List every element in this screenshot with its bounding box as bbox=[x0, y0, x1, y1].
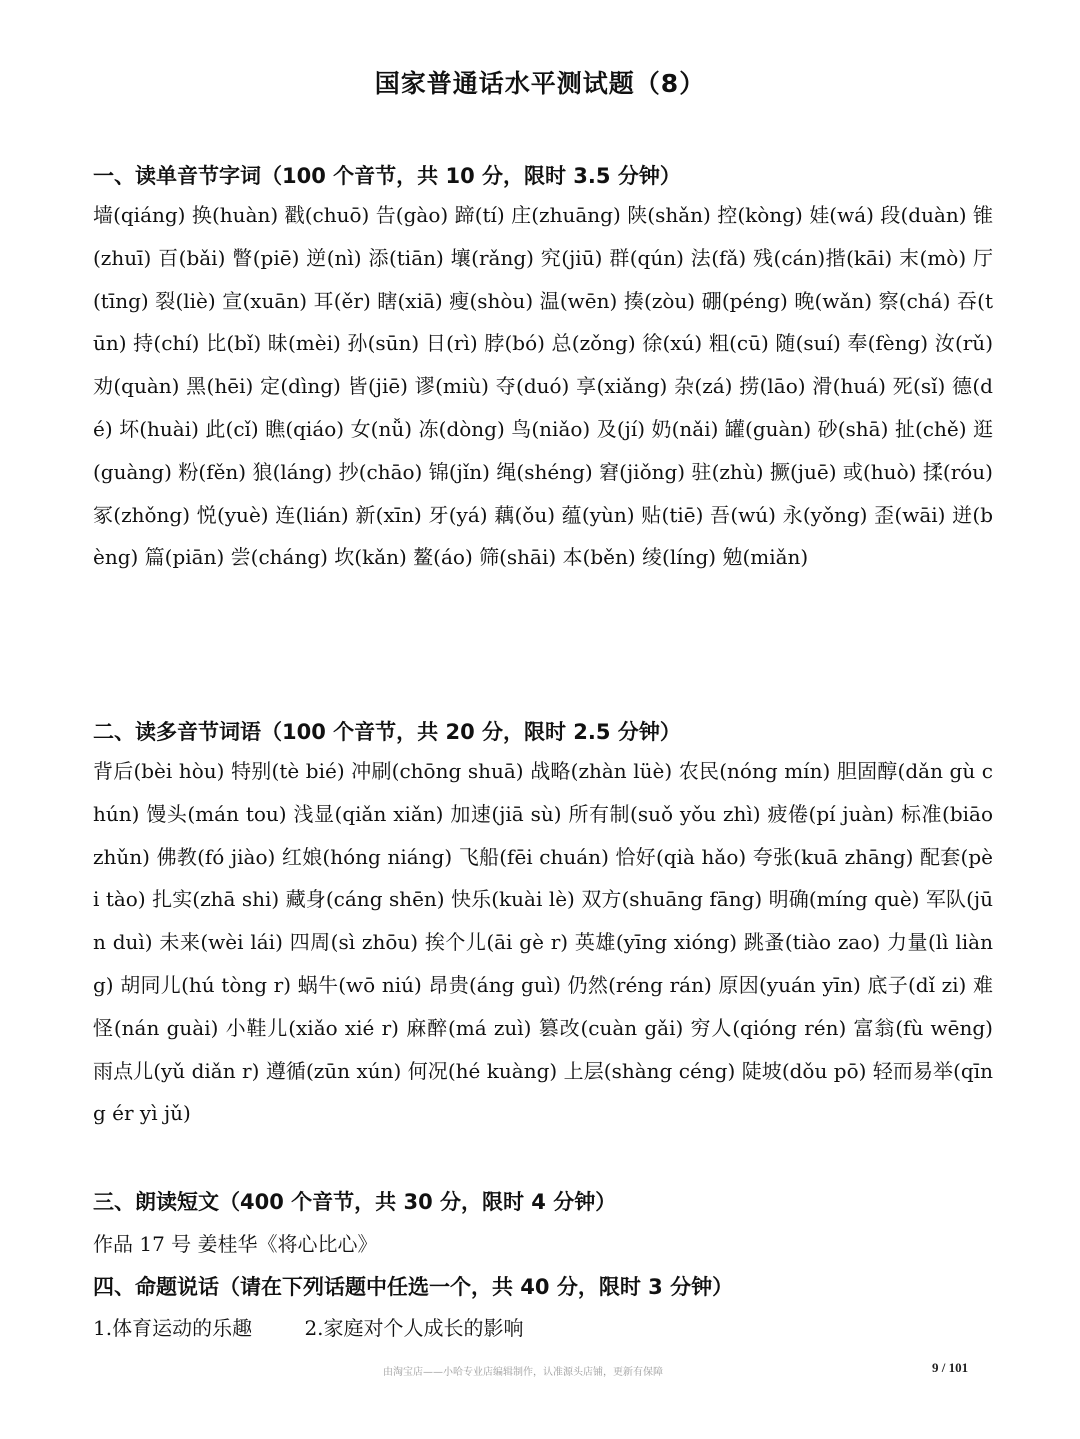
section-4-heading: 四、命题说话（请在下列话题中任选一个，共 40 分，限时 3 分钟） bbox=[93, 1275, 734, 1299]
topic-list bbox=[93, 1312, 524, 1341]
section-1-heading: 一、读单音节字词（100 个音节，共 10 分，限时 3.5 分钟） bbox=[93, 164, 681, 188]
section-2-heading: 二、读多音节词语（100 个音节，共 20 分，限时 2.5 分钟） bbox=[93, 720, 681, 744]
section-2-content: 背后(bèi hòu) 特别(tè bié) 冲刷(chōng shuā) 战略(zhàn lüè) 农民(nóng mín) 胆固醇(dǎn gù chún) 馒头(mán tou) 浅显(qiǎn xiǎn) 加速(jiā sù) 所有制(suǒ yǒu zhì) 疲倦(pí juàn) 标准(biāo zhǔn) 佛教(fó jiào) 红娘(hóng niáng) 飞船(fēi chuán) 恰好(qià hǎo) 夸张(kuā zhāng) 配套(pèi tào) 扎实(zhā shi) 藏身(cáng shēn) 快乐(kuài lè) 双方(shuāng fāng) 明确(míng què) 军队(jūn duì) 未来(wèi lái) 四周(sì zhōu) 挨个儿(āi gè r) 英雄(yīng xióng) 跳蚤(tiào zao) 力量(lì liàng) 胡同儿(hú tòng r) 蜗牛(wō niú) 昂贵(áng guì) 仍然(réng rán) 原因(yuán yīn) 底子(dǐ zi) 难怪(nán guài) 小鞋儿(xiǎo xié r) 麻醉(má zuì) 篡改(cuàn gǎi) 穷人(qióng rén) 富翁(fù wēng) 雨点儿(yǔ diǎn r) 遵循(zūn xún) 何况(hé kuàng) 上层(shàng céng) 陡坡(dǒu pō) 轻而易举(qīng ér yì jǔ) bbox=[93, 759, 993, 1126]
footer-note: 由淘宝店——小哈专业店编辑制作，认准源头店铺，更新有保障 bbox=[383, 1367, 663, 1378]
section-3-content: 作品 17 号 姜桂华《将心比心》 bbox=[93, 1232, 378, 1256]
section-1-content: 墙(qiáng) 换(huàn) 戳(chuō) 告(gào) 蹄(tí) 庄(zhuāng) 陕(shǎn) 控(kòng) 娃(wá) 段(duàn) 锥(zhuī) 百(bǎi) 瞥(piē) 逆(nì) 添(tiān) 壤(rǎng) 究(jiū) 群(qún) 法(fǎ) 残(cán)揩(kāi) 末(mò) 厅(tīng) 裂(liè) 宣(xuān) 耳(ěr) 瞎(xiā) 瘦(shòu) 温(wēn) 揍(zòu) 硼(péng) 晚(wǎn) 察(chá) 吞(tūn) 持(chí) 比(bǐ) 昧(mèi) 孙(sūn) 日(rì) 脖(bó) 总(zǒng) 徐(xú) 粗(cū) 随(suí) 奉(fèng) 汝(rǔ) 劝(quàn) 黑(hēi) 定(dìng) 皆(jiē) 谬(miù) 夺(duó) 享(xiǎng) 杂(zá) 捞(lāo) 滑(huá) 死(sǐ) 德(dé) 坏(huài) 此(cǐ) 瞧(qiáo) 女(nǚ) 冻(dòng) 鸟(niǎo) 及(jí) 奶(nǎi) 罐(guàn) 砂(shā) 扯(chě) 逛(guàng) 粉(fěn) 狼(láng) 抄(chāo) 锦(jǐn) 绳(shéng) 窘(jiǒng) 驻(zhù) 撅(juē) 或(huò) 揉(róu)冢(zhǒng) 悦(yuè) 连(lián) 新(xīn) 牙(yá) 藕(ǒu) 蕴(yùn) 贴(tiē) 吾(wú) 永(yǒng) 歪(wāi) 迸(bèng) 篇(piān) 尝(cháng) 坎(kǎn) 鳌(áo) 筛(shāi) 本(běn) 绫(líng) 勉(miǎn) bbox=[93, 203, 993, 570]
topic-item: 2.家庭对个人成长的影响 bbox=[304, 1316, 524, 1340]
topic-item: 1.体育运动的乐趣 bbox=[93, 1316, 253, 1340]
section-3-heading: 三、朗读短文（400 个音节，共 30 分，限时 4 分钟） bbox=[93, 1190, 617, 1214]
page-title: 国家普通话水平测试题（8） bbox=[374, 69, 706, 98]
page-number: 9 / 101 bbox=[932, 1360, 969, 1375]
